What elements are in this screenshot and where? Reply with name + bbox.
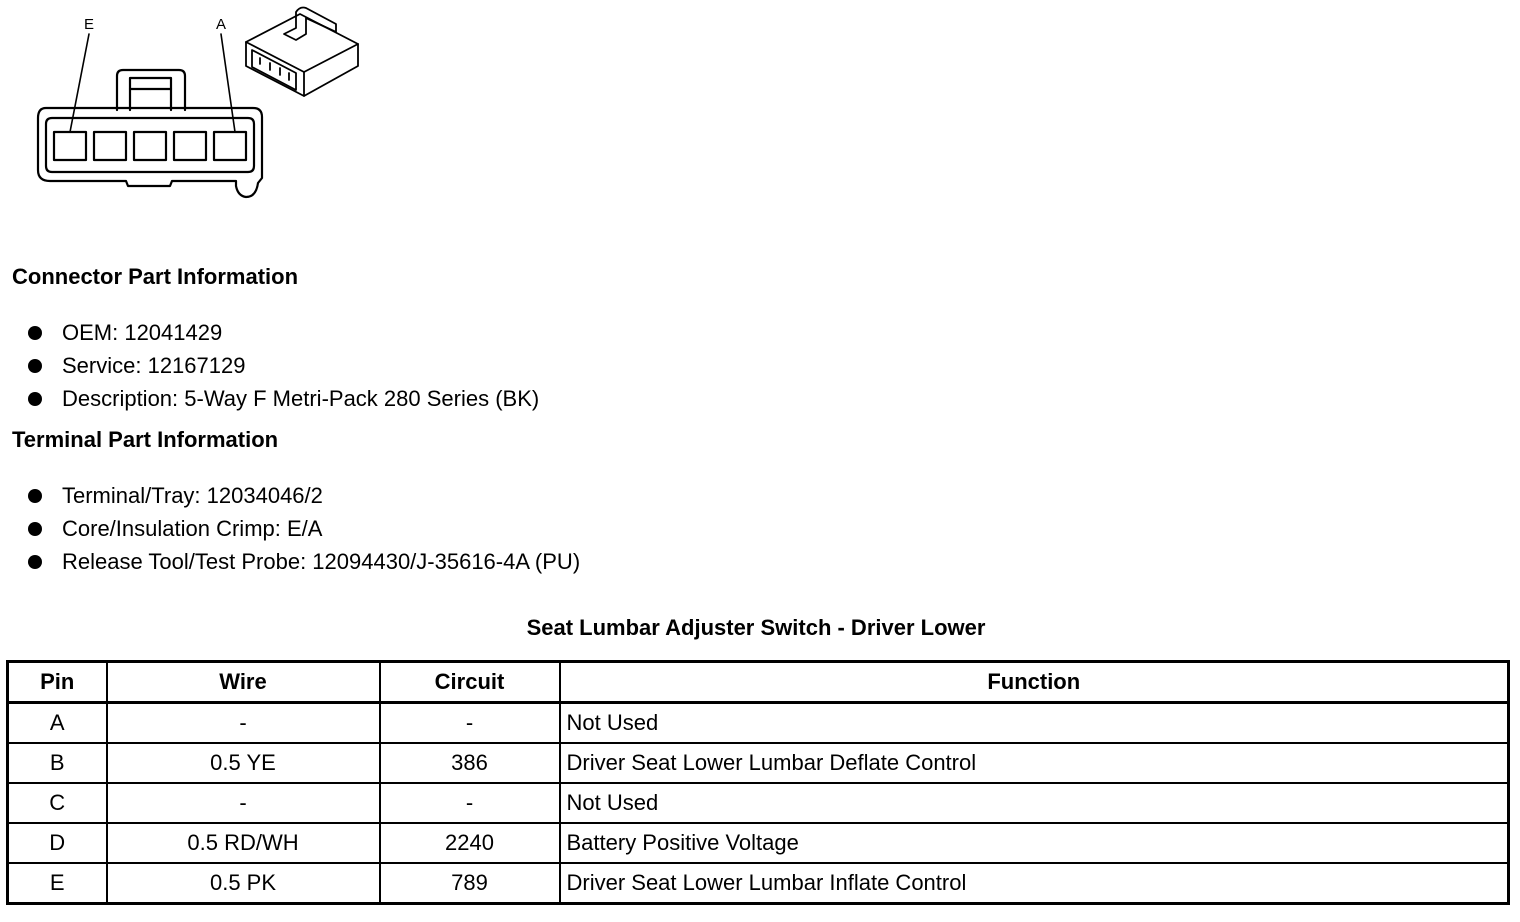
table-title: Seat Lumbar Adjuster Switch - Driver Lower [526, 615, 986, 640]
cell-pin: E [8, 863, 107, 904]
terminal-info-list [28, 479, 580, 578]
pin-cavity-c [134, 132, 166, 160]
connector-info-heading: Connector Part Information [12, 264, 299, 289]
bullet-icon [28, 522, 42, 536]
column-header-function: Function [560, 662, 1509, 703]
cell-wire: 0.5 YE [107, 743, 380, 783]
bullet-icon [28, 555, 42, 569]
cell-wire: - [107, 703, 380, 744]
pinout-table [6, 660, 1510, 905]
connector-info-list [28, 316, 539, 415]
cell-circuit: 789 [380, 863, 560, 904]
pin-cavity-a [214, 132, 246, 160]
pin-label-e: E [84, 16, 95, 33]
pin-cavity-b [174, 132, 206, 160]
bullet-icon [28, 359, 42, 373]
cell-pin: A [8, 703, 107, 744]
cell-circuit: 386 [380, 743, 560, 783]
cell-wire: 0.5 RD/WH [107, 823, 380, 863]
column-header-pin: Pin [8, 662, 107, 703]
list-item [28, 479, 580, 512]
table-header-row [8, 662, 1509, 703]
list-item [28, 316, 539, 349]
cell-function: Driver Seat Lower Lumbar Inflate Control [560, 863, 1509, 904]
table-row [8, 783, 1509, 823]
list-item [28, 349, 539, 382]
cell-function: Not Used [560, 703, 1509, 744]
terminal-crimp: Core/Insulation Crimp: E/A [62, 515, 323, 541]
cell-function: Not Used [560, 783, 1509, 823]
pin-cavity-d [94, 132, 126, 160]
cell-circuit: 2240 [380, 823, 560, 863]
bullet-icon [28, 392, 42, 406]
terminal-release-tool: Release Tool/Test Probe: 12094430/J-35616-4A (PU) [62, 548, 581, 574]
column-header-wire: Wire [107, 662, 380, 703]
terminal-tray: Terminal/Tray: 12034046/2 [62, 482, 323, 508]
bullet-icon [28, 489, 42, 503]
cell-wire: - [107, 783, 380, 823]
cell-function: Driver Seat Lower Lumbar Deflate Control [560, 743, 1509, 783]
list-item [28, 512, 580, 545]
table-row [8, 863, 1509, 904]
list-item [28, 545, 580, 578]
cell-wire: 0.5 PK [107, 863, 380, 904]
terminal-info-heading: Terminal Part Information [12, 427, 279, 452]
connector-description: Description: 5-Way F Metri-Pack 280 Series (BK) [62, 385, 540, 411]
pin-cavity-e [54, 132, 86, 160]
pin-label-a: A [216, 16, 227, 33]
cell-circuit: - [380, 703, 560, 744]
cell-pin: B [8, 743, 107, 783]
table-row [8, 743, 1509, 783]
bullet-icon [28, 326, 42, 340]
connector-diagram [0, 0, 380, 215]
connector-iso-view [246, 8, 358, 97]
connector-oem: OEM: 12041429 [62, 319, 223, 345]
table-row [8, 823, 1509, 863]
list-item [28, 382, 539, 415]
cell-pin: C [8, 783, 107, 823]
cell-pin: D [8, 823, 107, 863]
cell-function: Battery Positive Voltage [560, 823, 1509, 863]
cell-circuit: - [380, 783, 560, 823]
table-row [8, 703, 1509, 744]
column-header-circuit: Circuit [380, 662, 560, 703]
connector-service: Service: 12167129 [62, 352, 246, 378]
